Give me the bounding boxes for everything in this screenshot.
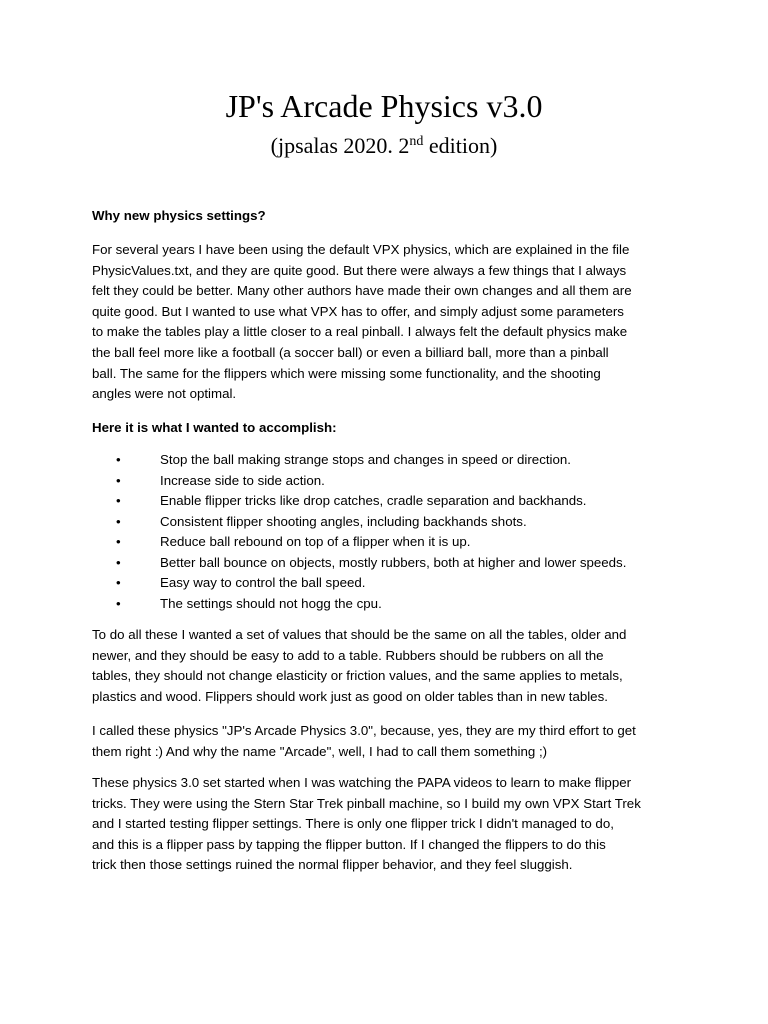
list-item-text: Consistent flipper shooting angles, including backhands shots. [160,513,527,529]
paragraph-line: tricks. They were using the Stern Star Trek pinball machine, so I build my own VPX Start Trek [92,795,641,811]
list-item [92,532,684,553]
paragraph-line: quite good. But I wanted to use what VPX has to offer, and simply adjust some parameters [92,303,624,319]
bullet-icon: • [116,513,121,529]
paragraph-line: For several years I have been using the default VPX physics, which are explained in the file [92,242,630,257]
paragraph-line: tables, they should not change elasticity or friction values, and the same applies to metals, [92,668,623,684]
bullet-icon: • [116,595,121,611]
list-item-text: Reduce ball rebound on top of a flipper when it is up. [160,534,471,549]
document-subtitle [92,129,676,163]
goals-list [92,450,684,614]
paragraph-line: These physics 3.0 set started when I was watching the PAPA videos to learn to make flipper [92,775,632,790]
list-item-text: Enable flipper tricks like drop catches, cradle separation and backhands. [160,493,587,508]
list-item-text: The settings should not hogg the cpu. [160,595,382,611]
list-item [92,594,684,615]
list-item [92,450,684,471]
paragraph-goals-summary [92,625,684,707]
paragraph-line: angles were not optimal. [92,386,237,402]
paragraph-line: PhysicValues.txt, and they are quite good. But there were always a few things that I always [92,262,627,278]
paragraph-line: ball. The same for the flippers which were missing some functionality, and the shooting [92,365,601,381]
subtitle-main: (jpsalas 2020. 2 [270,133,410,158]
bullet-icon: • [116,554,121,570]
paragraph-line: to make the tables play a little closer to a real pinball. I always felt the default physics make [92,324,628,340]
paragraph-line: plastics and wood. Flippers should work just as good on older tables than in new tables. [92,688,608,704]
section-heading-goals: Here it is what I wanted to accomplish: [92,420,337,435]
paragraph-naming [92,721,684,762]
bullet-icon: • [116,493,121,508]
paragraph-line: felt they could be better. Many other authors have made their own changes and all them are [92,283,632,299]
paragraph-line: newer, and they should be easy to add to a table. Rubbers should be rubbers on all the [92,647,604,663]
bullet-icon: • [116,472,121,488]
list-item [92,573,684,594]
list-item-text: Stop the ball making strange stops and changes in speed or direction. [160,452,571,467]
list-item [92,471,684,492]
bullet-icon: • [116,575,121,590]
document-title: JP's Arcade Physics v3.0 [225,88,543,124]
paragraph-line: the ball feel more like a football (a soccer ball) or even a billiard ball, more than a pinball [92,344,609,360]
list-item [92,553,684,574]
subtitle-superscript: nd [409,134,424,149]
paragraph-line: trick then those settings ruined the normal flipper behavior, and they feel sluggish. [92,857,573,873]
list-item [92,512,684,533]
paragraph-line: I called these physics "JP's Arcade Physics 3.0", because, yes, they are my third effort to get [92,723,636,738]
paragraph-origin [92,773,684,876]
paragraph-line: and I started testing flipper settings. There is only one flipper trick I didn't managed to do, [92,816,614,832]
bullet-icon: • [116,452,121,467]
list-item-text: Easy way to control the ball speed. [160,575,366,590]
bullet-icon: • [116,534,121,549]
paragraph-line: To do all these I wanted a set of values that should be the same on all the tables, older and [92,627,627,642]
paragraph-intro [92,240,684,405]
section-heading-why: Why new physics settings? [92,208,266,223]
list-item-text: Increase side to side action. [160,472,325,488]
list-item [92,491,684,512]
paragraph-line: and this is a flipper pass by tapping the flipper button. If I changed the flippers to do this [92,836,606,852]
paragraph-line: them right :) And why the name "Arcade", well, I had to call them something ;) [92,743,548,759]
list-item-text: Better ball bounce on objects, mostly rubbers, both at higher and lower speeds. [160,554,627,570]
subtitle-end: edition) [423,133,498,158]
